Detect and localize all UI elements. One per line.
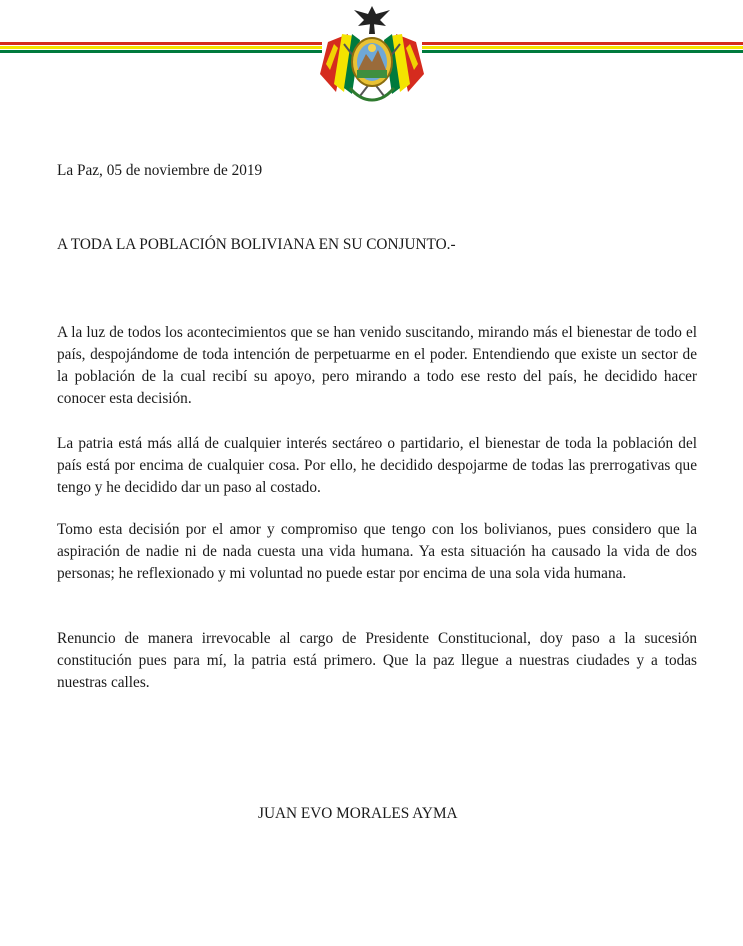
- body-paragraph: A la luz de todos los acontecimientos que se han venido suscitando, mirando más el bienestar de todo el país, despojándome de toda intención de perpetuarme en el poder. Entendiendo que existe un sector de la población de la cual recibí su apoyo, pero mirando a todo ese resto del país, he decidido hacer conocer esta decisión.: [57, 324, 697, 407]
- body-paragraph: La patria está más allá de cualquier interés sectáreo o partidario, el bienestar de toda la población del país está por encima de cualquier cosa. Por ello, he decidido despojarme de todas las prerrogativas que tengo y he decidido dar un paso al costado.: [57, 435, 697, 496]
- signature-name: JUAN EVO MORALES AYMA: [258, 805, 458, 822]
- letter-date: La Paz, 05 de noviembre de 2019: [57, 162, 263, 179]
- body-paragraph: Tomo esta decisión por el amor y compromiso que tengo con los bolivianos, pues considero que la aspiración de nadie ni de nada cuesta una vida humana. Ya esta situación ha causado la vida de dos personas; he reflexionado y mi voluntad no puede estar por encima de una sola vida humana.: [57, 521, 697, 582]
- bolivia-coat-of-arms-icon: [314, 4, 430, 104]
- letter-salutation: A TODA LA POBLACIÓN BOLIVIANA EN SU CONJUNTO.-: [57, 236, 456, 253]
- body-paragraph: Renuncio de manera irrevocable al cargo de Presidente Constitucional, doy paso a la sucesión constitución pues para mí, la patria está primero. Que la paz llegue a nuestras ciudades y a todas nuestras calles.: [57, 630, 697, 691]
- letterhead: [0, 0, 743, 110]
